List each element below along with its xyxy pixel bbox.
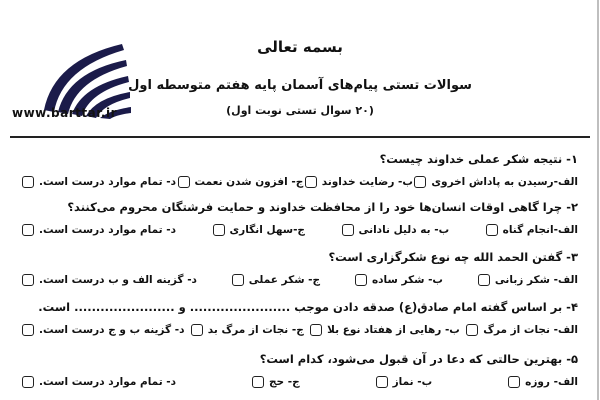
checkbox[interactable] <box>22 376 34 388</box>
question-2 <box>22 198 578 238</box>
exam-title: سوالات تستی پیام‌های آسمان پایه هفتم متوسطه اول <box>128 78 472 93</box>
option-label: د- تمام موارد درست است. <box>39 376 177 388</box>
option-jim[interactable] <box>252 374 300 390</box>
question-text: ۴- بر اساس گفته امام صادق(ع) صدقه دادن موجب ....................... و ....................... است. <box>38 300 578 314</box>
option-be[interactable] <box>355 272 443 288</box>
checkbox[interactable] <box>486 224 498 236</box>
question-text: ۲- چرا گاهی اوقات انسان‌ها خود را از محافظت خداوند و حمایت فرشتگان محروم می‌کنند؟ <box>67 200 578 214</box>
options-row <box>22 174 578 190</box>
question-3 <box>22 248 578 288</box>
checkbox[interactable] <box>305 176 317 188</box>
checkbox[interactable] <box>22 274 34 286</box>
option-label: ج-سهل انگاری <box>229 224 305 236</box>
checkbox[interactable] <box>22 224 34 236</box>
option-label: ج- حج <box>268 376 300 388</box>
question-text: ۵- بهترین حالتی که دعا در آن قبول می‌شود، کدام است؟ <box>259 352 578 366</box>
option-be[interactable] <box>305 174 413 190</box>
checkbox[interactable] <box>178 176 190 188</box>
checkbox[interactable] <box>376 376 388 388</box>
checkbox[interactable] <box>466 324 478 336</box>
option-label: ج- نجات از مرگ بد <box>207 324 304 336</box>
option-label: د- گزینه الف و ب درست است. <box>39 274 197 286</box>
question-text: ۱- نتیجه شکر عملی خداوند چیست؟ <box>379 152 578 166</box>
website-label: www.barttar.ir <box>12 106 118 120</box>
option-jim[interactable] <box>191 322 304 338</box>
option-label: الف- شکر زبانی <box>494 274 578 286</box>
exam-subtitle: (۲۰ سوال تستی نوبت اول) <box>226 104 374 117</box>
option-alef[interactable] <box>486 222 578 238</box>
option-be[interactable] <box>376 374 433 390</box>
options-row <box>22 374 578 390</box>
options-row <box>22 222 578 238</box>
question-4 <box>22 298 578 338</box>
option-dal[interactable] <box>22 222 176 238</box>
question-5 <box>22 350 578 390</box>
option-label: ب- به دلیل نادانی <box>358 224 450 236</box>
option-alef[interactable] <box>466 322 578 338</box>
checkbox[interactable] <box>22 176 34 188</box>
options-row <box>22 322 578 338</box>
options-row <box>22 272 578 288</box>
option-alef[interactable] <box>478 272 578 288</box>
question-1 <box>22 150 578 190</box>
option-jim[interactable] <box>232 272 320 288</box>
option-dal[interactable] <box>22 174 176 190</box>
checkbox[interactable] <box>414 176 426 188</box>
option-label: الف-رسیدن به پاداش اخروی <box>431 176 578 188</box>
option-label: د- تمام موارد درست است. <box>39 176 177 188</box>
option-jim[interactable] <box>213 222 305 238</box>
option-label: ب- رهایی از هفتاد نوع بلا <box>327 324 460 336</box>
option-label: الف-انجام گناه <box>502 224 578 236</box>
option-label: ج- افزون شدن نعمت <box>194 176 304 188</box>
checkbox[interactable] <box>22 324 34 336</box>
option-alef[interactable] <box>508 374 578 390</box>
checkbox[interactable] <box>191 324 203 336</box>
checkbox[interactable] <box>508 376 520 388</box>
header-divider <box>10 136 590 138</box>
option-label: ب- نماز <box>392 376 433 388</box>
checkbox[interactable] <box>478 274 490 286</box>
basmala-heading: بسمه تعالی <box>257 38 343 56</box>
checkbox[interactable] <box>310 324 322 336</box>
option-be[interactable] <box>310 322 460 338</box>
option-jim[interactable] <box>178 174 304 190</box>
checkbox[interactable] <box>232 274 244 286</box>
option-label: د- گزینه ب و ج درست است. <box>39 324 185 336</box>
checkbox[interactable] <box>355 274 367 286</box>
option-label: د- تمام موارد درست است. <box>39 224 177 236</box>
option-be[interactable] <box>342 222 450 238</box>
option-label: ب- شکر ساده <box>371 274 443 286</box>
option-dal[interactable] <box>22 272 197 288</box>
option-label: الف- نجات از مرگ <box>483 324 578 336</box>
checkbox[interactable] <box>252 376 264 388</box>
option-alef[interactable] <box>414 174 578 190</box>
option-label: الف- روزه <box>525 376 578 388</box>
option-dal[interactable] <box>22 322 184 338</box>
checkbox[interactable] <box>213 224 225 236</box>
option-label: ب- رضایت خداوند <box>321 176 413 188</box>
page-border <box>597 0 599 400</box>
question-text: ۳- گفتن الحمد الله چه نوع شکرگزاری است؟ <box>328 250 578 264</box>
checkbox[interactable] <box>342 224 354 236</box>
option-label: ج- شکر عملی <box>248 274 321 286</box>
option-dal[interactable] <box>22 374 176 390</box>
